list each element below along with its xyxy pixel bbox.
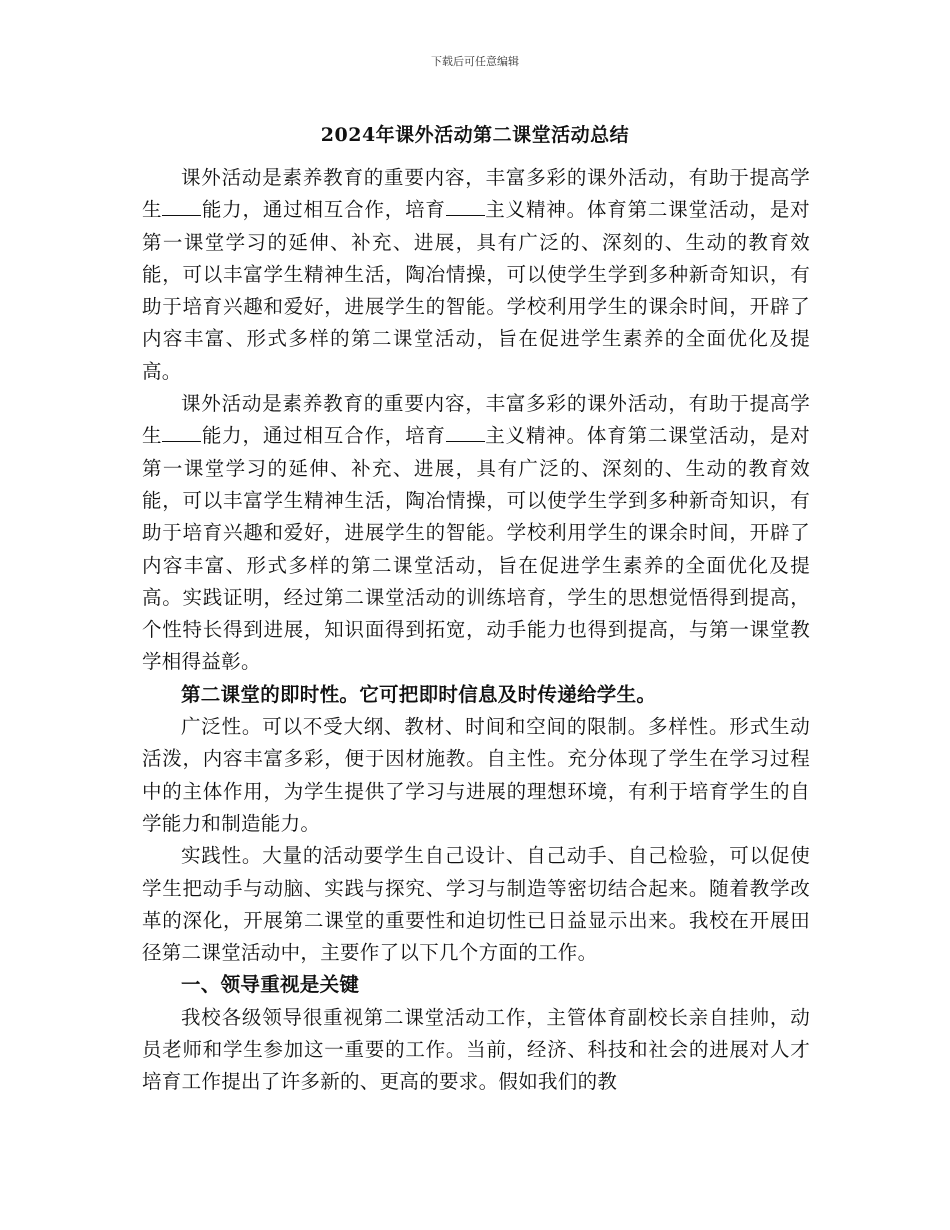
fill-blank bbox=[162, 198, 201, 217]
paragraph-text: 课外活动是素养教育的重要内容，丰富多彩的课外活动，有助于提高学生 bbox=[142, 392, 810, 448]
fill-blank bbox=[446, 424, 485, 443]
paragraph-2 bbox=[142, 388, 810, 679]
paragraph-text: 课外活动是素养教育的重要内容，丰富多彩的课外活动，有助于提高学生 bbox=[142, 166, 810, 222]
section-heading: 第二课堂的即时性。它可把即时信息及时传递给学生。 bbox=[181, 682, 657, 706]
fill-blank bbox=[162, 424, 201, 443]
paragraph-5: 实践性。大量的活动要学生自己设计、自己动手、自己检验，可以促使学生把动手与动脑、实践与探究、学习与制造等密切结合起来。随着教学改革的深化，开展第二课堂的重要性和迫切性已日益显示出来。我校在开展田径第二课堂活动中，主要作了以下几个方面的工作。 bbox=[142, 844, 810, 965]
paragraph-text: 能力，通过相互合作，培育 bbox=[201, 424, 446, 448]
document-body bbox=[142, 162, 810, 1099]
page-header: 下载后可任意编辑 bbox=[431, 55, 519, 68]
paragraph-4: 广泛性。可以不受大纲、教材、时间和空间的限制。多样性。形式生动活泼，内容丰富多彩，便于因材施教。自主性。充分体现了学生在学习过程中的主体作用，为学生提供了学习与进展的理想环境，有利于培育学生的自学能力和制造能力。 bbox=[142, 715, 810, 835]
section-heading: 一、领导重视是关键 bbox=[181, 973, 360, 997]
paragraph-1 bbox=[142, 162, 810, 388]
document-title: 2024年课外活动第二课堂活动总结 bbox=[320, 124, 630, 146]
paragraph-7: 我校各级领导很重视第二课堂活动工作，主管体育副校长亲自挂帅，动员老师和学生参加这一重要的工作。当前，经济、科技和社会的进展对人才培育工作提出了许多新的、更高的要求。假如我们的教 bbox=[142, 1005, 810, 1094]
paragraph-text: 主义精神。体育第二课堂活动，是对第一课堂学习的延伸、补充、进展，具有广泛的、深刻的、生动的教育效能，可以丰富学生精神生活，陶冶情操，可以使学生学到多种新奇知识，有助于培育兴趣和爱好，进展学生的智能。学校利用学生的课余时间，开辟了内容丰富、形式多样的第二课堂活动，旨在促进学生素养的全面优化及提高。 bbox=[142, 198, 810, 383]
fill-blank bbox=[446, 198, 485, 217]
paragraph-text: 主义精神。体育第二课堂活动，是对第一课堂学习的延伸、补充、进展，具有广泛的、深刻的、生动的教育效能，可以丰富学生精神生活，陶冶情操，可以使学生学到多种新奇知识，有助于培育兴趣和爱好，进展学生的智能。学校利用学生的课余时间，开辟了内容丰富、形式多样的第二课堂活动，旨在促进学生素养的全面优化及提高。实践证明，经过第二课堂活动的训练培育，学生的思想觉悟得到提高，个性特长得到进展，知识面得到拓宽，动手能力也得到提高，与第一课堂教学相得益彰。 bbox=[142, 424, 810, 674]
paragraph-text: 能力，通过相互合作，培育 bbox=[201, 198, 446, 222]
